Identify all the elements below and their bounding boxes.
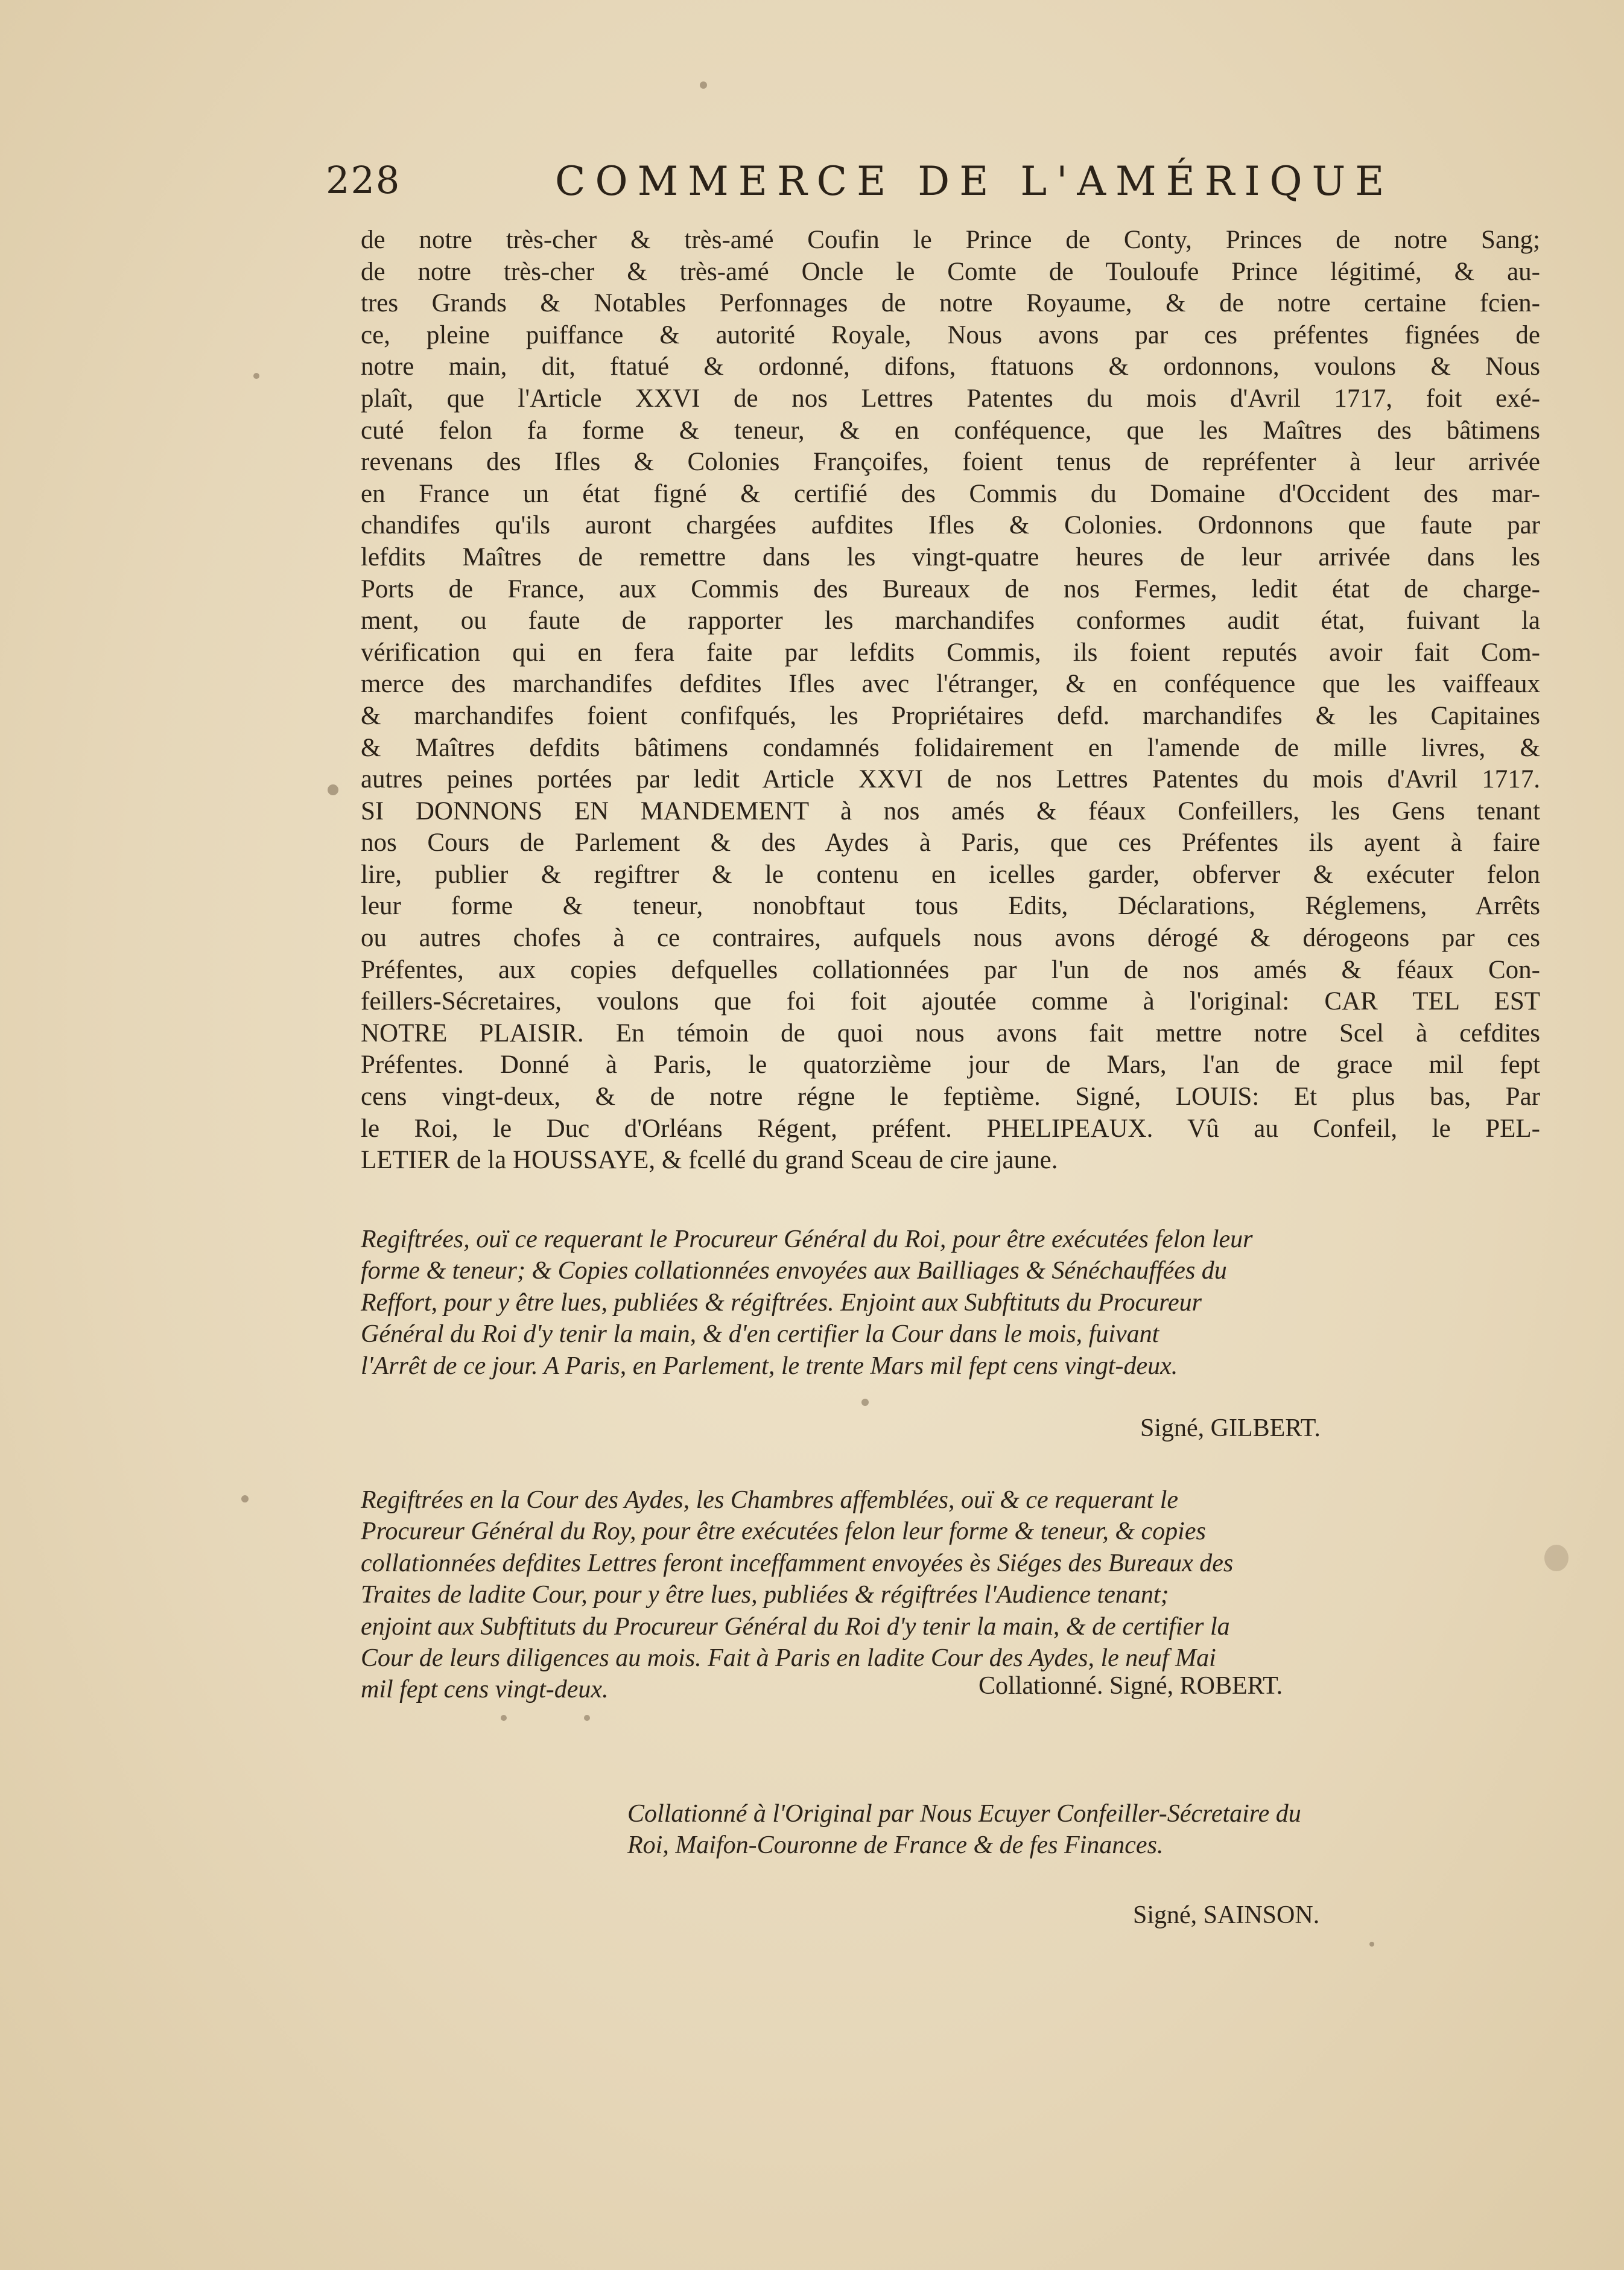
text-line: autres peines portées par ledit Article XXVI de nos Lettres Patentes du mois d'Avril 1717. — [361, 765, 1540, 794]
text-line: Collationné à l'Original par Nous Ecuyer Confeiller-Sécretaire du — [627, 1800, 1301, 1828]
text-line: Procureur Général du Roy, pour être exécutées felon leur forme & teneur, & copies — [361, 1518, 1206, 1546]
text-line: Préfentes. Donné à Paris, le quatorzième jour de Mars, l'an de grace mil fept — [361, 1051, 1540, 1079]
text-line: l'Arrêt de ce jour. A Paris, en Parlement, le trente Mars mil fept cens vingt-deux. — [361, 1352, 1178, 1380]
collation-note — [627, 1798, 1532, 1861]
page-number: 228 — [326, 158, 401, 202]
text-line: le Roi, le Duc d'Orléans Régent, préfent. PHELIPEAUX. Vû au Confeil, le PEL- — [361, 1114, 1540, 1143]
text-line: nos Cours de Parlement & des Aydes à Paris, que ces Préfentes ils ayent à faire — [361, 828, 1540, 857]
running-head: COMMERCE DE L'AMÉRIQUE — [555, 158, 1394, 205]
text-line: ce, pleine puiffance & autorité Royale, Nous avons par ces préfentes fignées de — [361, 320, 1540, 349]
text-line: chandifes qu'ils auront chargées aufdites Ifles & Colonies. Ordonnons que faute par — [361, 511, 1540, 540]
text-line: cens vingt-deux, & de notre régne le feptième. Signé, LOUIS: Et plus bas, Par — [361, 1083, 1540, 1111]
text-line: plaît, que l'Article XXVI de nos Lettres Patentes du mois d'Avril 1717, foit exé- — [361, 384, 1540, 413]
text-line: de notre très-cher & très-amé Coufin le Prince de Conty, Princes de notre Sang; — [361, 226, 1540, 254]
page-header — [326, 158, 1394, 206]
paper-spot — [1369, 1942, 1374, 1947]
text-line: tres Grands & Notables Perfonnages de notre Royaume, & de notre certaine fcien- — [361, 289, 1540, 318]
paper-spot — [328, 784, 338, 795]
parlement-registration — [361, 1224, 1540, 1382]
text-line: cuté felon fa forme & teneur, & en conféquence, que les Maîtres des bâtimens — [361, 416, 1540, 445]
signature-sainson: Signé, SAINSON. — [1133, 1901, 1320, 1929]
text-line: lefdits Maîtres de remettre dans les vingt-quatre heures de leur arrivée dans les — [361, 542, 1540, 571]
text-line: feillers-Sécretaires, voulons que foi foit ajoutée comme à l'original: CAR TEL EST — [361, 987, 1540, 1016]
paper-spot — [253, 373, 259, 379]
text-line: & Maîtres defdits bâtimens condamnés folidairement en l'amende de mille livres, & — [361, 733, 1540, 762]
text-line: ment, ou faute de rapporter les marchandifes conformes audit état, fuivant la — [361, 606, 1540, 635]
text-line: Reffort, pour y être lues, publiées & régiftrées. Enjoint aux Subftituts du Procureur — [361, 1288, 1202, 1317]
text-line: ou autres chofes à ce contraires, aufquels nous avons dérogé & dérogeons par ces — [361, 924, 1540, 953]
text-line: mil fept cens vingt-deux. — [361, 1676, 609, 1704]
paper-spot — [501, 1715, 507, 1721]
text-line: Traites de ladite Cour, pour y être lues, publiées & régiftrées l'Audience tenant; — [361, 1581, 1169, 1609]
text-line: leur forme & teneur, nonobftaut tous Edits, Déclarations, Réglemens, Arrêts — [361, 892, 1540, 921]
paper-spot — [700, 81, 707, 89]
paper-spot — [584, 1715, 590, 1721]
text-line: en France un état figné & certifié des Commis du Domaine d'Occident des mar- — [361, 479, 1540, 508]
text-line: Regiftrées en la Cour des Aydes, les Chambres affemblées, ouï & ce requerant le — [361, 1486, 1179, 1514]
paper-spot — [1544, 1545, 1568, 1571]
text-line: notre main, dit, ftatué & ordonné, difons, ftatuons & ordonnons, voulons & Nous — [361, 352, 1540, 381]
text-line: Regiftrées, ouï ce requerant le Procureur Général du Roi, pour être exécutées felon leur — [361, 1226, 1253, 1253]
text-line: collationnées defdites Lettres feront inceffamment envoyées ès Siéges des Bureaux des — [361, 1549, 1234, 1577]
aydes-registration — [361, 1484, 1540, 1706]
text-line: enjoint aux Subftituts du Procureur Général du Roi d'y tenir la main, & de certifier la — [361, 1612, 1230, 1641]
text-line: Roi, Maifon-Couronne de France & de fes Finances. — [627, 1831, 1164, 1860]
text-line: Préfentes, aux copies defquelles collationnées par l'un de nos amés & féaux Con- — [361, 955, 1540, 984]
text-line: de notre très-cher & très-amé Oncle le Comte de Touloufe Prince légitimé, & au- — [361, 257, 1540, 286]
text-line: Ports de France, aux Commis des Bureaux de nos Fermes, ledit état de charge- — [361, 574, 1540, 603]
text-line: & marchandifes foient confifqués, les Propriétaires defd. marchandifes & les Capitaines — [361, 701, 1540, 730]
signature-gilbert: Signé, GILBERT. — [1140, 1414, 1321, 1442]
text-line: Général du Roi d'y tenir la main, & d'en certifier la Cour dans le mois, fuivant — [361, 1320, 1159, 1349]
text-line: vérification qui en fera faite par lefdits Commis, ils foient reputés avoir fait Com- — [361, 638, 1540, 667]
paper-spot — [861, 1399, 869, 1406]
text-line: revenans des Ifles & Colonies Françoifes, foient tenus de repréfenter à leur arrivée — [361, 448, 1540, 477]
text-line: NOTRE PLAISIR. En témoin de quoi nous avons fait mettre notre Scel à cefdites — [361, 1019, 1540, 1048]
text-line: SI DONNONS EN MANDEMENT à nos amés & féaux Confeillers, les Gens tenant — [361, 796, 1540, 825]
signature-robert: Collationné. Signé, ROBERT. — [979, 1672, 1283, 1700]
paper-spot — [241, 1495, 249, 1502]
text-line: lire, publier & regiftrer & le contenu en icelles garder, obferver & exécuter felon — [361, 860, 1540, 889]
text-line: forme & teneur; & Copies collationnées envoyées aux Bailliages & Sénéchauffées du — [361, 1257, 1227, 1285]
text-line: Cour de leurs diligences au mois. Fait à Paris en ladite Cour des Aydes, le neuf Mai — [361, 1644, 1216, 1672]
main-text — [361, 224, 1540, 1177]
text-line: merce des marchandifes defdites Ifles avec l'étranger, & en conféquence que les vaiffeaux — [361, 670, 1540, 699]
text-line: LETIER de la HOUSSAYE, & fcellé du grand Sceau de cire jaune. — [361, 1146, 1058, 1175]
